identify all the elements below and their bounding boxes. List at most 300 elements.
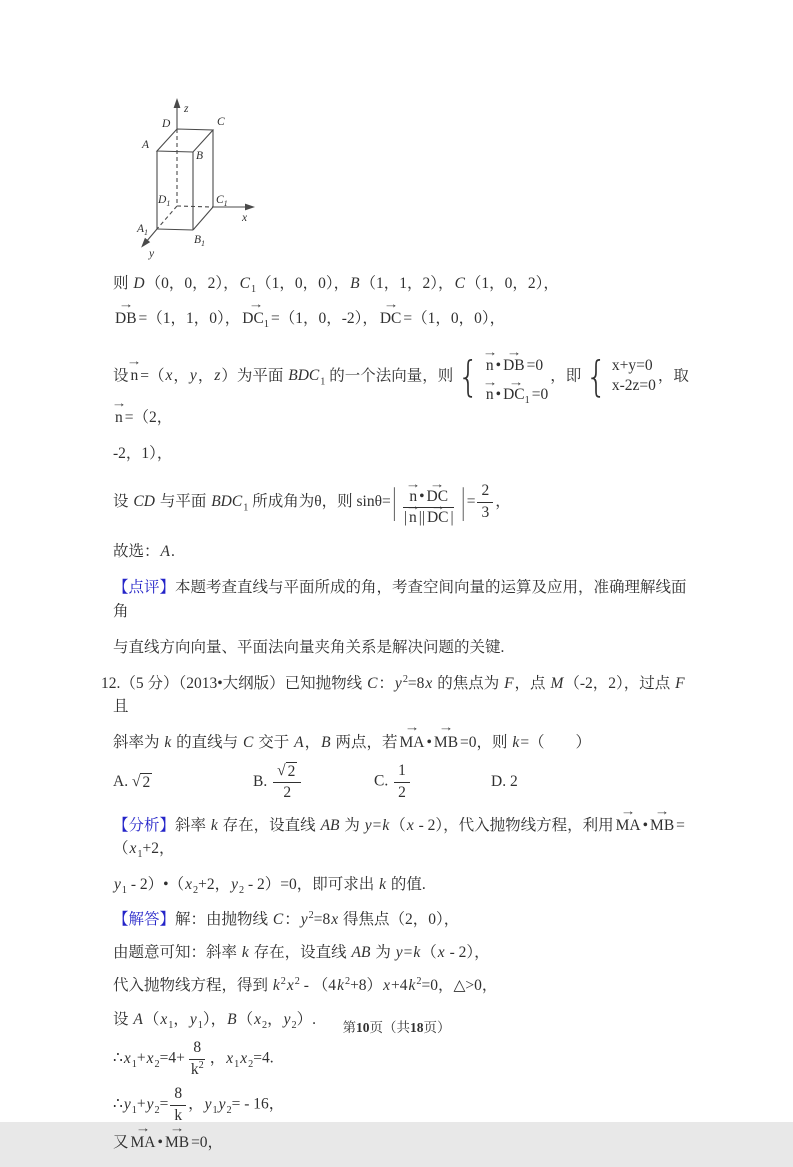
text: =0， xyxy=(191,1134,224,1152)
solution-step-7 xyxy=(113,1131,691,1154)
text: （1，1，2）， xyxy=(360,275,454,292)
superscript: 2 xyxy=(416,976,422,988)
subscript: 1 xyxy=(168,1019,174,1031)
text: （ xyxy=(390,817,406,835)
subscript: 2 xyxy=(291,1019,297,1031)
text: 两点，若 xyxy=(331,733,398,751)
variable: x xyxy=(160,1010,168,1028)
variable: B xyxy=(227,1010,237,1028)
text: 则 xyxy=(113,275,133,292)
variable: x xyxy=(383,977,390,995)
subscript: 2 xyxy=(248,1058,254,1070)
vector: → n xyxy=(484,385,496,406)
text: • xyxy=(642,817,649,835)
cases-system xyxy=(583,356,656,398)
subscript: 1 xyxy=(524,395,530,407)
text: . xyxy=(170,543,175,561)
vector: → n xyxy=(129,364,141,387)
text: - 2）•（ xyxy=(127,875,185,893)
bold-text: 10 xyxy=(356,1020,370,1035)
problem-12-statement-line-2 xyxy=(113,731,691,754)
coords-line xyxy=(113,272,691,295)
case-row xyxy=(484,376,548,406)
square-root xyxy=(132,773,152,792)
variable: k xyxy=(379,875,387,893)
text: 设 xyxy=(113,1010,133,1028)
subscript: 2 xyxy=(154,1104,160,1116)
vector: → MA xyxy=(129,1131,158,1154)
option-a xyxy=(113,770,253,793)
variable: x xyxy=(331,910,339,928)
text: 且 xyxy=(113,698,129,716)
variable: C xyxy=(239,275,250,292)
text: +2， xyxy=(142,840,175,858)
variable: y xyxy=(300,910,308,928)
text: • xyxy=(495,356,502,374)
vector: → DB xyxy=(501,356,527,377)
subscript: 2 xyxy=(192,884,199,896)
text: +2， xyxy=(198,875,231,893)
case-rows xyxy=(612,356,656,398)
variable: z xyxy=(214,366,221,384)
text: -2，1）， xyxy=(113,444,173,462)
vector: → n xyxy=(484,356,496,377)
text: = - 16， xyxy=(231,1095,285,1113)
text: （ xyxy=(143,1010,160,1028)
text: =0 xyxy=(526,356,544,374)
numerator xyxy=(394,762,410,783)
text: | xyxy=(450,509,454,527)
solution-step-1 xyxy=(113,908,691,931)
subscript: 1 xyxy=(131,1104,137,1116)
text: ， xyxy=(197,366,214,384)
variable: y xyxy=(114,875,121,893)
vector: → DC xyxy=(378,307,404,330)
variable: x xyxy=(240,1049,248,1067)
fraction xyxy=(477,482,493,522)
text: =4. xyxy=(253,1049,274,1067)
vector: → DB xyxy=(113,307,139,330)
text: 的焦点为 xyxy=(433,675,504,693)
numerator xyxy=(170,1085,186,1106)
text: + xyxy=(136,1049,146,1067)
text: ，点 xyxy=(514,675,550,693)
text: 3 xyxy=(481,503,490,521)
text: 8 xyxy=(193,1038,202,1056)
vertex-A1: $A_1$ xyxy=(137,223,149,237)
text: • xyxy=(426,733,432,751)
text: • xyxy=(157,1134,163,1152)
text: k xyxy=(174,1106,183,1124)
text: 2 xyxy=(142,774,151,792)
variable: y xyxy=(231,875,238,893)
text: 为 xyxy=(340,817,364,835)
text: 12.（5 分）（2013•大纲版）已知抛物线 xyxy=(101,675,367,693)
text: ∴ xyxy=(113,1095,123,1113)
fraction xyxy=(170,1085,186,1125)
text: - 2）=0，即可求出 xyxy=(244,875,379,893)
vertex-labels xyxy=(136,103,248,260)
superscript: 2 xyxy=(344,976,351,988)
text: 存在，设直线 xyxy=(249,944,351,962)
subscript: 1 xyxy=(250,284,257,296)
text: 解：由抛物线 xyxy=(175,910,272,928)
variable: y xyxy=(146,1095,154,1113)
option-c xyxy=(374,762,491,802)
solution-step-3 xyxy=(113,974,691,997)
text: ， xyxy=(209,1049,226,1067)
variable: C xyxy=(367,675,378,693)
text: =（1，0，0）， xyxy=(403,310,506,328)
subscript: 1 xyxy=(121,884,127,896)
variable: x xyxy=(437,944,445,962)
variable: k xyxy=(337,977,344,995)
vector: → n xyxy=(407,488,419,507)
text: 的直线与 xyxy=(172,733,243,751)
vector: → MA xyxy=(398,731,427,754)
text: 2 xyxy=(481,482,490,500)
denominator xyxy=(400,508,458,528)
text: =0，△>0， xyxy=(421,977,498,995)
analysis-line-2 xyxy=(113,873,691,896)
variable: x xyxy=(185,875,192,893)
text: 页（共 xyxy=(369,1020,410,1035)
text: =0，则 xyxy=(460,733,512,751)
variable: BDC xyxy=(211,493,243,510)
text: ， xyxy=(188,1095,204,1113)
vectors-line xyxy=(113,307,691,330)
subscript: 2 xyxy=(262,1019,268,1031)
normal-vector-continuation xyxy=(113,442,691,465)
variable: A xyxy=(294,733,304,751)
text: 存在，设直线 xyxy=(218,817,320,835)
text: =（1，0，-2）， xyxy=(270,310,378,328)
text: 与平面 xyxy=(155,493,211,510)
text: ）为平面 xyxy=(221,366,288,384)
text: 第 xyxy=(342,1020,356,1035)
variable: x xyxy=(286,977,294,995)
denominator xyxy=(279,783,295,803)
variable: F xyxy=(675,675,685,693)
subscript: 1 xyxy=(197,1019,203,1031)
text: 代入抛物线方程，得到 xyxy=(113,977,272,995)
page-footer xyxy=(0,1016,793,1036)
text: • xyxy=(419,487,425,505)
text: 设 xyxy=(113,493,133,510)
text: 斜率 xyxy=(175,817,210,835)
text: • xyxy=(495,386,502,404)
text: 本题考查直线与平面所成的角，考查空间向量的运算及应用，准确理解线面角 xyxy=(113,579,687,620)
text: =（2， xyxy=(124,409,173,427)
text: A. xyxy=(113,773,132,791)
superscript: 2 xyxy=(294,976,300,988)
denominator xyxy=(477,503,493,523)
text: DC xyxy=(242,310,264,328)
section-tag: 【点评】 xyxy=(113,579,176,597)
vertex-A: A xyxy=(142,139,150,151)
case-row xyxy=(484,347,548,377)
text: 的值. xyxy=(387,875,426,893)
superscript: 2 xyxy=(198,1059,204,1071)
denominator xyxy=(187,1060,208,1080)
text: + xyxy=(136,1095,146,1113)
variable: C xyxy=(454,275,465,292)
vector: → MB xyxy=(648,814,676,837)
text: 斜率为 xyxy=(113,733,164,751)
text: （ xyxy=(421,944,437,962)
text: 的一个法向量，则 xyxy=(325,366,454,384)
variable: k xyxy=(413,944,421,962)
text: 所成角为θ，则 sinθ= xyxy=(248,493,391,510)
variable: AB xyxy=(320,817,340,835)
variable: x xyxy=(406,817,414,835)
square-root xyxy=(277,762,297,781)
variable: k xyxy=(272,977,280,995)
problem-12-statement-line-1 xyxy=(101,672,691,719)
case-row xyxy=(612,376,656,397)
line-plane-angle-sine-line xyxy=(113,477,691,528)
text: ，即 xyxy=(550,366,582,384)
variable: x xyxy=(254,1010,262,1028)
text: （ xyxy=(237,1010,254,1028)
subscript: 2 xyxy=(154,1058,160,1070)
hidden-edges xyxy=(157,129,213,229)
text: 2 xyxy=(398,783,406,801)
text: ）， xyxy=(202,1010,227,1028)
text: ， xyxy=(173,366,189,384)
vector: → MB xyxy=(432,731,460,754)
case-rows xyxy=(484,347,548,407)
variable: y xyxy=(204,1095,212,1113)
numerator xyxy=(189,1039,205,1060)
text: - 2），代入抛物线方程，利用 xyxy=(414,817,614,835)
options-row xyxy=(113,762,691,802)
superscript: 2 xyxy=(402,673,408,685)
analysis-line-1 xyxy=(113,814,691,861)
text: 2 xyxy=(283,783,292,801)
text: =0 xyxy=(531,386,549,404)
vector: → MB xyxy=(163,1131,191,1154)
text: = xyxy=(372,817,382,835)
subscript: 1 xyxy=(320,376,326,388)
text: =（ ） xyxy=(520,733,592,751)
comment-paragraph-line-1 xyxy=(113,576,691,623)
bold-text: 18 xyxy=(410,1020,424,1035)
vector: → MA xyxy=(614,814,643,837)
text: | xyxy=(403,509,407,527)
variable: y xyxy=(283,1010,291,1028)
text: （0，0，2）， xyxy=(145,275,239,292)
text: 得焦点（2，0）， xyxy=(339,910,460,928)
variable: B xyxy=(350,275,360,292)
variable: y xyxy=(364,817,372,835)
text: 交于 xyxy=(254,733,294,751)
variable: x xyxy=(146,1049,154,1067)
subscript: 2 xyxy=(238,884,245,896)
text: D. 2 xyxy=(491,773,518,791)
axis-arrowheads xyxy=(139,98,255,250)
vertex-C: C xyxy=(217,116,225,128)
text: - 2）， xyxy=(445,944,490,962)
text: （1，0，0）， xyxy=(256,275,350,292)
radicand xyxy=(286,762,298,781)
variable: k xyxy=(512,733,520,751)
text: （1，0，2）， xyxy=(465,275,559,292)
vector: → DC xyxy=(425,509,451,528)
text: 8 xyxy=(174,1085,183,1103)
variable: C xyxy=(243,733,254,751)
vector: → n xyxy=(407,509,419,528)
variable: y xyxy=(189,1010,197,1028)
variable: k xyxy=(164,733,172,751)
vertex-D: D xyxy=(162,118,171,130)
variable: k xyxy=(210,817,218,835)
cases-system xyxy=(455,347,548,407)
variable: y xyxy=(189,366,197,384)
superscript: 2 xyxy=(308,909,314,921)
text: 1 xyxy=(398,761,406,779)
x-axis-label: x xyxy=(242,212,248,224)
text: =（ xyxy=(140,366,165,384)
z-axis-label: z xyxy=(184,103,189,115)
fraction xyxy=(394,762,410,802)
variable: y xyxy=(395,944,403,962)
text: 又 xyxy=(113,1134,129,1152)
option-d xyxy=(491,770,518,793)
variable: k xyxy=(408,977,416,995)
numerator xyxy=(273,762,301,783)
text: =（ xyxy=(113,817,685,858)
tall-abs-bar: | xyxy=(461,481,465,523)
text: （-2，2），过点 xyxy=(564,675,675,693)
variable: AB xyxy=(351,944,371,962)
text: ∴ xyxy=(113,1049,123,1067)
solution-step-2 xyxy=(113,941,691,964)
fraction xyxy=(400,477,458,528)
variable: B xyxy=(321,733,331,751)
text: DC xyxy=(503,386,525,404)
solution-step-6 xyxy=(113,1085,691,1125)
text: 故选： xyxy=(113,543,160,561)
subscript: 1 xyxy=(131,1058,137,1070)
variable: k xyxy=(241,944,249,962)
radical-sign: √ xyxy=(131,773,141,791)
text: ， xyxy=(173,1010,189,1028)
section-tag: 【解答】 xyxy=(113,910,176,928)
variable: M xyxy=(550,675,564,693)
text: 由题意可知：斜率 xyxy=(113,944,241,962)
variable: y xyxy=(218,1095,226,1113)
text: ，取 xyxy=(657,366,689,384)
text: 设 xyxy=(113,366,129,384)
vector: → n xyxy=(113,406,125,429)
variable: y xyxy=(394,675,402,693)
text: +4 xyxy=(390,977,408,995)
vector xyxy=(240,307,271,330)
text: ， xyxy=(495,493,511,510)
comment-paragraph-line-2 xyxy=(113,636,691,659)
text: k xyxy=(190,1060,199,1078)
subscript: 2 xyxy=(226,1104,232,1116)
text: - （4 xyxy=(299,977,337,995)
text: ： xyxy=(378,675,394,693)
radicand xyxy=(140,773,152,792)
text: ： xyxy=(284,910,300,928)
case-row xyxy=(612,356,656,377)
text: x-2z=0 xyxy=(611,377,656,395)
variable: y xyxy=(123,1095,131,1113)
subscript: 1 xyxy=(263,319,269,331)
vector: → DC xyxy=(425,488,451,507)
text: ， xyxy=(304,733,321,751)
subscript: 1 xyxy=(212,1104,218,1116)
y-axis-label: y xyxy=(149,248,155,260)
text: +8） xyxy=(350,977,383,995)
vector xyxy=(501,385,532,406)
text: =（1，1，0）， xyxy=(138,310,241,328)
vertex-B1: $B_1$ xyxy=(194,234,206,248)
fraction xyxy=(273,762,301,802)
section-tag: 【分析】 xyxy=(113,817,176,835)
superscript: 2 xyxy=(280,976,286,988)
variable: x xyxy=(129,840,137,858)
variable: x xyxy=(425,675,433,693)
text: || xyxy=(418,509,425,527)
fraction xyxy=(187,1039,208,1079)
variable: BDC xyxy=(288,366,320,384)
subscript: 1 xyxy=(243,502,249,514)
text: = xyxy=(466,493,476,510)
text: 为 xyxy=(371,944,395,962)
radical-sign: √ xyxy=(277,761,286,779)
text: B. xyxy=(253,772,272,790)
solution-step-5 xyxy=(113,1039,691,1079)
variable: x xyxy=(123,1049,131,1067)
variable: x xyxy=(165,366,173,384)
normal-vector-line xyxy=(113,347,691,430)
tall-abs-bar: | xyxy=(392,481,396,523)
vertex-C1: $C_1$ xyxy=(216,194,228,208)
x-arrowhead xyxy=(245,204,255,211)
text: = xyxy=(403,944,413,962)
subscript: 1 xyxy=(137,849,143,861)
denominator xyxy=(394,783,410,803)
text: 2 xyxy=(287,762,296,780)
variable: x xyxy=(226,1049,234,1067)
variable: A xyxy=(133,1010,143,1028)
variable: F xyxy=(504,675,514,693)
answer-line xyxy=(113,540,691,563)
text: 与直线方向向量、平面法向量夹角关系是解决问题的关键. xyxy=(113,638,505,656)
cuboid-figure xyxy=(130,88,410,266)
text: C. xyxy=(374,772,393,790)
cuboid-edges xyxy=(146,106,246,242)
numerator xyxy=(477,482,493,503)
subscript: 1 xyxy=(234,1058,240,1070)
option-b xyxy=(253,762,374,802)
text: =8 xyxy=(313,910,331,928)
z-arrowhead xyxy=(174,98,181,108)
text: = xyxy=(159,1095,169,1113)
text: x+y=0 xyxy=(611,356,653,374)
text: ）. xyxy=(296,1010,317,1028)
text: 页） xyxy=(423,1020,451,1035)
text: =4+ xyxy=(159,1049,185,1067)
text: =8 xyxy=(407,675,425,693)
variable: k xyxy=(382,817,390,835)
variable: A xyxy=(160,543,170,561)
variable: C xyxy=(272,910,284,928)
